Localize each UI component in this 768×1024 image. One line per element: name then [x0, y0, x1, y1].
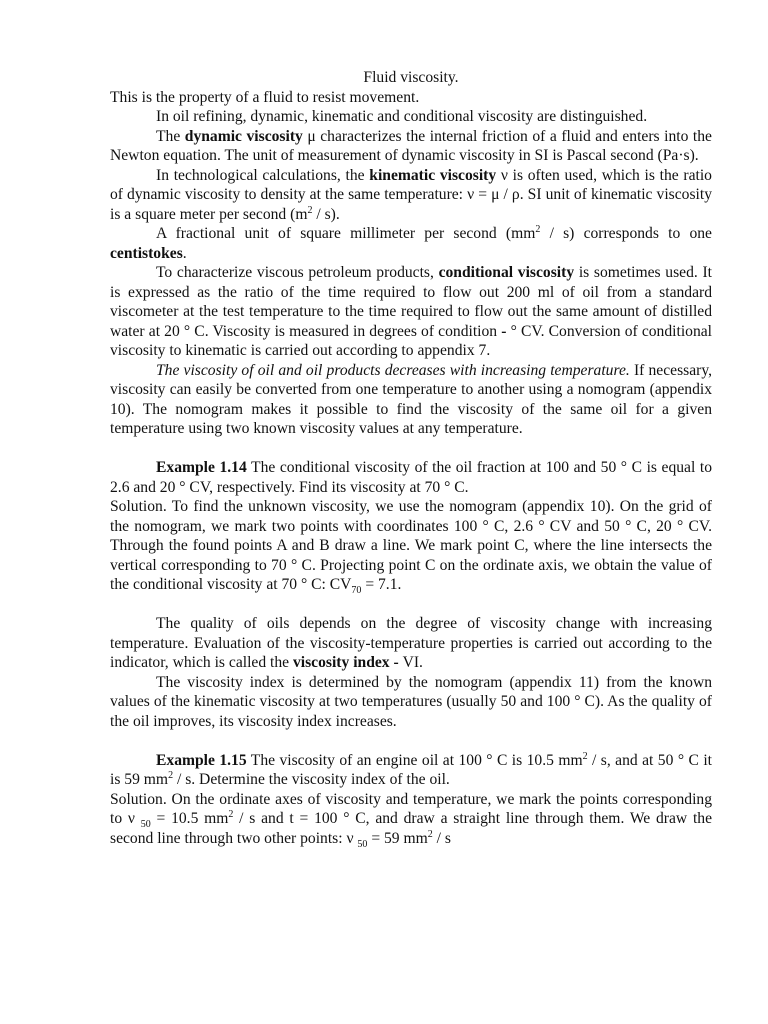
- paragraph-kinematic-viscosity: In technological calculations, the kinematic viscosity ν is often used, which is the ratio of dynamic viscosity to density at the same temperature: ν = μ / ρ. SI unit of kinematic viscosity is a square meter per second $(m^2 / s)$.: [110, 166, 712, 223]
- example-label: Example 1.15: [156, 751, 247, 769]
- term-centistokes: centistokes: [110, 244, 183, 262]
- example-1-15-solution: Solution. On the ordinate axes of viscosity and temperature, we mark the points corresponding to ν $_{50}$ = 10.5 $mm^2$ / s and t = 100 ° C, and draw a straight line through them. We draw the second line through two other points: ν $_{50}$ = 59 $mm^2$ / s: [110, 790, 712, 850]
- paragraph-centistokes: A fractional unit of square millimeter per second $(mm^2 / s)$ corresponds to one centistokes.: [110, 223, 712, 262]
- page-title: Fluid viscosity.: [363, 69, 459, 86]
- example-1-14: Example 1.14 The conditional viscosity of the oil fraction at 100 and 50 ° C is equal to 2.6 and 20 ° CV, respectively. Find its viscosity at 70 ° C.: [110, 459, 712, 496]
- term-viscosity-index: viscosity index -: [292, 654, 403, 671]
- document-page: [110, 68, 712, 848]
- paragraph-dynamic-viscosity: The dynamic viscosity μ characterizes the internal friction of a fluid and enters into the Newton equation. The unit of measurement of dynamic viscosity in SI is Pascal second (Pa·s).: [110, 127, 712, 164]
- paragraph-conditional-viscosity: To characterize viscous petroleum products, conditional viscosity is sometimes used. It is expressed as the ratio of the time required to flow out 200 ml of oil from a standard viscometer at the test temperature to the time required to flow out the same amount of distilled water at 20 ° C. Viscosity is measured in degrees of condition - ° CV. Conversion of conditional viscosity to kinematic is carried out according to appendix 7.: [110, 264, 713, 359]
- paragraph-types: In oil refining, dynamic, kinematic and conditional viscosity are distinguished.: [156, 108, 648, 125]
- example-1-14-solution: Solution. To find the unknown viscosity, we use the nomogram (appendix 10). On the grid of the nomogram, we mark two points with coordinates 100 ° C, 2.6 ° CV and 50 ° C, 20 ° CV. Through the found points A and B draw a line. We mark point C, where the line intersects the vertical corresponding to 70 ° C. Projecting point C on the ordinate axis, we obtain the value of the conditional viscosity at 70 ° C: $CV_{70} = 7.1$.: [110, 498, 712, 597]
- paragraph-temperature-dependence: The viscosity of oil and oil products decreases with increasing temperature. If necessary, viscosity can easily be converted from one temperature to another using a nomogram (appendix 10). The nomogram makes it possible to find the viscosity of the same oil for a given temperature using two known viscosity values at any temperature.: [110, 361, 712, 437]
- paragraph-viscosity-index: The viscosity index is determined by the nomogram (appendix 11) from the known values of the kinematic viscosity at two temperatures (usually 50 and 100 ° C). As the quality of the oil improves, its viscosity index increases.: [110, 673, 712, 730]
- paragraph-viscosity-quality: The quality of oils depends on the degree of viscosity change with increasing temperature. Evaluation of the viscosity-temperature properties is carried out according to the indicator, which is called the viscosity index - VI.: [110, 615, 712, 671]
- paragraph-definition: This is the property of a fluid to resist movement.: [110, 88, 420, 106]
- term-dynamic-viscosity: dynamic viscosity: [184, 127, 303, 145]
- example-1-15: Example 1.15 The viscosity of an engine oil at 100 ° C is 10.5 $mm^2$ / s, and at 50 ° C it is 59 $mm^2$ / s. Determine the viscosity index of the oil.: [110, 750, 712, 788]
- example-label: Example 1.14: [156, 459, 247, 476]
- term-conditional-viscosity: conditional viscosity: [438, 264, 575, 281]
- term-kinematic-viscosity: kinematic viscosity: [369, 166, 497, 184]
- italic-statement: The viscosity of oil and oil products decreases with increasing temperature.: [156, 361, 630, 379]
